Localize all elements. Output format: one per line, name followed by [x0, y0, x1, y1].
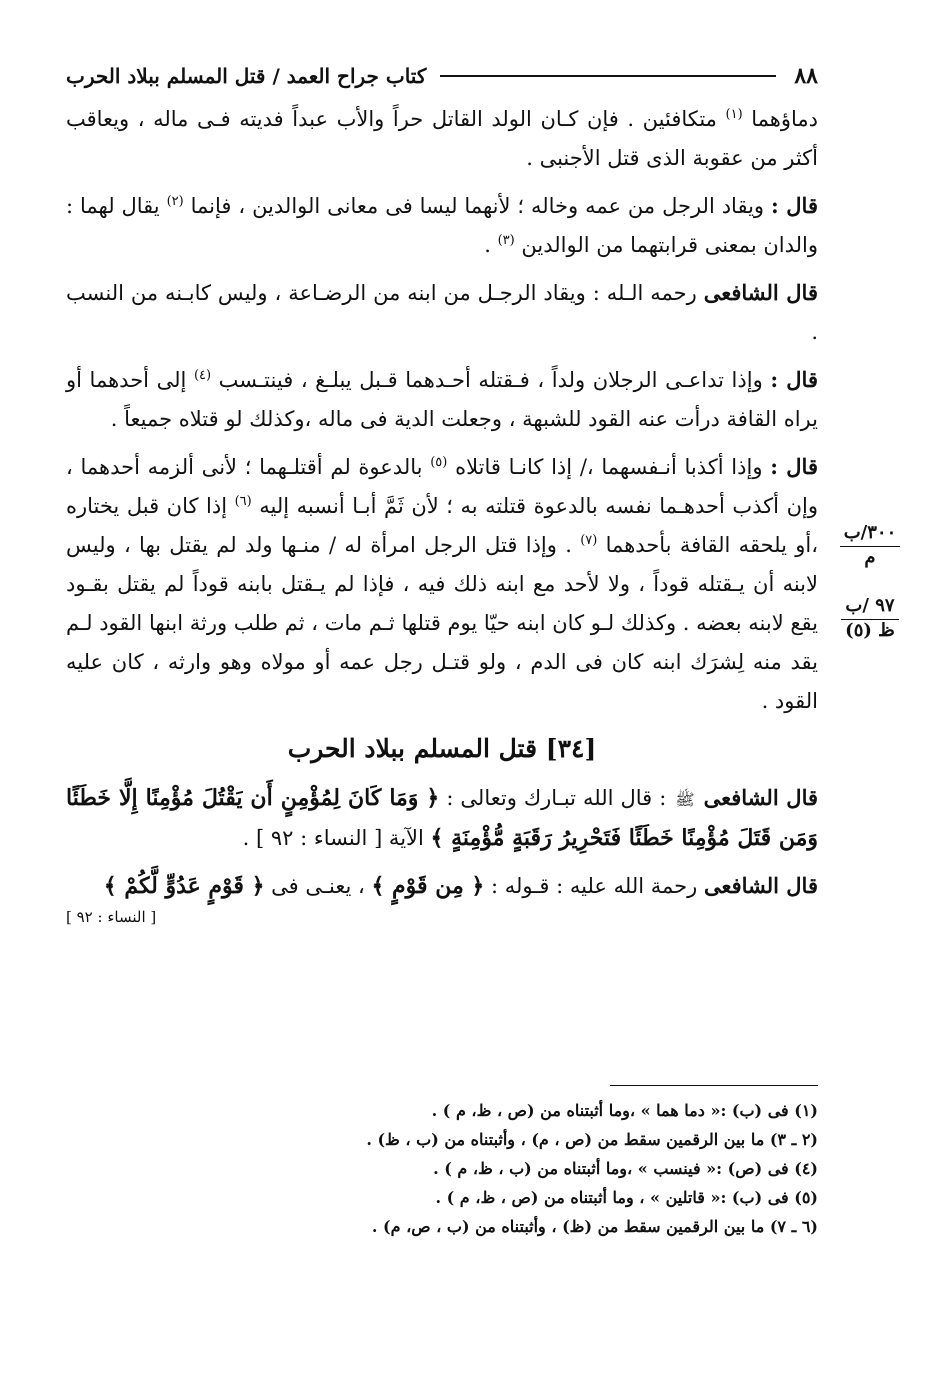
paragraph-4 — [66, 360, 818, 439]
footnote: (١) فى (ب) :« دما هما » ،وما أثبتناه من (ص ، ظ، م ) . — [431, 1101, 818, 1120]
margin-note-folio: ٣٠٠/ب — [840, 522, 901, 547]
paragraph-text: ويقاد الرجل من عمه وخاله ؛ لأنهما ليسا فى معانى الوالدين ، فإنما — [190, 194, 765, 218]
paragraph-2 — [66, 186, 818, 265]
paragraph-text: . — [484, 233, 491, 257]
footnote-ref: (٧) — [580, 533, 598, 548]
main-text — [66, 100, 818, 926]
footnote: (٥) فى (ب) :« قاتلين » ، وما أثبتناه من (ص ، ظ، م ) . — [435, 1188, 818, 1207]
paragraph-text: دماؤهما — [751, 107, 818, 131]
paragraph-lead: قال الشافعى — [703, 873, 818, 898]
section-paragraph-2 — [66, 866, 818, 906]
footnote-ref: (٤) — [193, 368, 212, 383]
paragraph-text: متكافئين . فإن كـان الولد القاتل حراً والأب عبداً فديته فـى ماله ، ويعاقب أكثر من عقوبة الذى قتل الأجنبى . — [66, 107, 818, 170]
honorific-glyph: ﷺ — [675, 790, 695, 809]
paragraph-lead: قال : — [770, 367, 818, 392]
margin-note-folio: ٩٧ /ب — [841, 595, 898, 620]
paragraph-text: : قال الله تبـارك وتعالى : — [446, 786, 667, 810]
paragraph-text: يقال لهما : والدان بمعنى قرابتهما من الوالدين — [66, 194, 818, 257]
footnote-ref: (١) — [725, 107, 743, 122]
paragraph-text: وإذا تداعـى الرجلان ولداً ، فـقتله أحـدهما قـبل يبلـغ ، فينتـسب — [218, 368, 763, 392]
paragraph-text: وإذا أكذبا أنـفسهما ،/ إذا كانـا قاتلاه — [455, 455, 763, 479]
header-rule — [440, 75, 776, 77]
footnote: (٦ ـ ٧) ما بين الرقمين سقط من (ظ) ، وأثبتناه من (ب ، ص، م) . — [371, 1217, 818, 1236]
paragraph-lead: قال : — [770, 193, 818, 218]
paragraph-text: بالدعوة لم أقتلـهما ؛ لأنى ألزمه أحدهما ، وإن أكذب أحدهـما نفسه بالدعوة قتلته به ؛ لأن ثَمَّ أبـا أنسبه إليه — [66, 455, 818, 518]
footnote-ref: (٦) — [234, 494, 252, 509]
paragraph-5 — [66, 447, 818, 721]
section-paragraph-1 — [66, 778, 818, 858]
footnote-rule — [610, 1085, 818, 1086]
footnote-ref: (٢) — [166, 194, 184, 209]
paragraph-lead: قال الشافعى — [703, 280, 818, 305]
margin-note — [828, 522, 912, 569]
paragraph-1 — [66, 100, 818, 178]
footnote-ref: (٣) — [497, 233, 515, 248]
quran-verse: ﴿ قَوْمٍ عَدُوٍّ لَّكُمْ ﴾ — [103, 873, 265, 899]
running-header — [66, 56, 818, 96]
footnotes — [300, 1096, 818, 1241]
paragraph-text: رحمة الله عليه : قـوله : — [490, 874, 698, 898]
page-number: ٨٨ — [794, 63, 818, 89]
running-title: كتاب جراح العمد / قتل المسلم ببلاد الحرب — [66, 64, 427, 88]
margin-notes — [828, 522, 912, 648]
verse-citation: [ النساء : ٩٢ ] — [66, 908, 157, 926]
quran-verse: ﴿ وَمَا كَانَ لِمُؤْمِنٍ أَن يَقْتُلَ مُؤْمِنًا إِلَّا خَطَئًا وَمَن قَتَلَ مُؤْمِنًا خَطَئًا فَتَحْرِيرُ رَقَبَةٍ مُّؤْمِنَةٍ ﴾ — [66, 785, 818, 851]
margin-note-manuscript: ظ (٥) — [845, 620, 895, 641]
paragraph-text: إذا كان قبل يختاره ،أو يلحقه القافة بأحدهما — [66, 494, 818, 557]
quran-verse: ﴿ مِن قَوْمٍ ﴾ — [371, 873, 485, 899]
paragraph-3 — [66, 273, 818, 352]
footnote: (٢ ـ ٣) ما بين الرقمين سقط من (ص ، م) ، وأثبتناه من (ب ، ظ) . — [366, 1130, 818, 1149]
paragraph-text: . وإذا قتل الرجل امرأة له / منـها ولد لم يقتل بها ، وليس لابنه أن يـقتله قوداً ، ولا لأحد مع ابنه ذلك فيه ، فإذا لم يـقتل بابنه قوداً لم يقتل بقـود يقع لابنه بعضه . وكذلك لـو كان ابنه حيّا يوم قتلها ثـم مات ، ثم طلب ورثة ابنها القود لـم يقد منه لِشرَك ابنه كان فى الدم ، ولو قتـل رجل عمه أو مولاه وهو وارثه ، كان عليه القود . — [66, 533, 818, 713]
paragraph-lead: قال الشافعى — [703, 785, 818, 810]
section-heading: [٣٤] قتل المسلم ببلاد الحرب — [287, 734, 597, 763]
paragraph-text: ، يعنـى فى — [271, 874, 365, 898]
footnote: (٤) فى (ص) :« فينسب » ،وما أثبتناه من (ب ، ظ، م ) . — [433, 1159, 818, 1178]
paragraph-text: إلى أحدهما أو يراه القافة درأت عنه القود للشبهة ، وجعلت الدية فى ماله ،وكذلك لو قتلاه جميعاً . — [66, 368, 818, 431]
paragraph-text: رحمه الـله : ويقاد الرجـل من ابنه من الرضـاعة ، وليس كابـنه من النسب . — [66, 281, 818, 344]
paragraph-text: الآية [ النساء : ٩٢ ] . — [242, 826, 424, 850]
footnote-ref: (٥) — [430, 455, 448, 470]
margin-note-manuscript: م — [864, 547, 876, 568]
paragraph-lead: قال : — [770, 454, 818, 479]
margin-note — [828, 595, 912, 642]
